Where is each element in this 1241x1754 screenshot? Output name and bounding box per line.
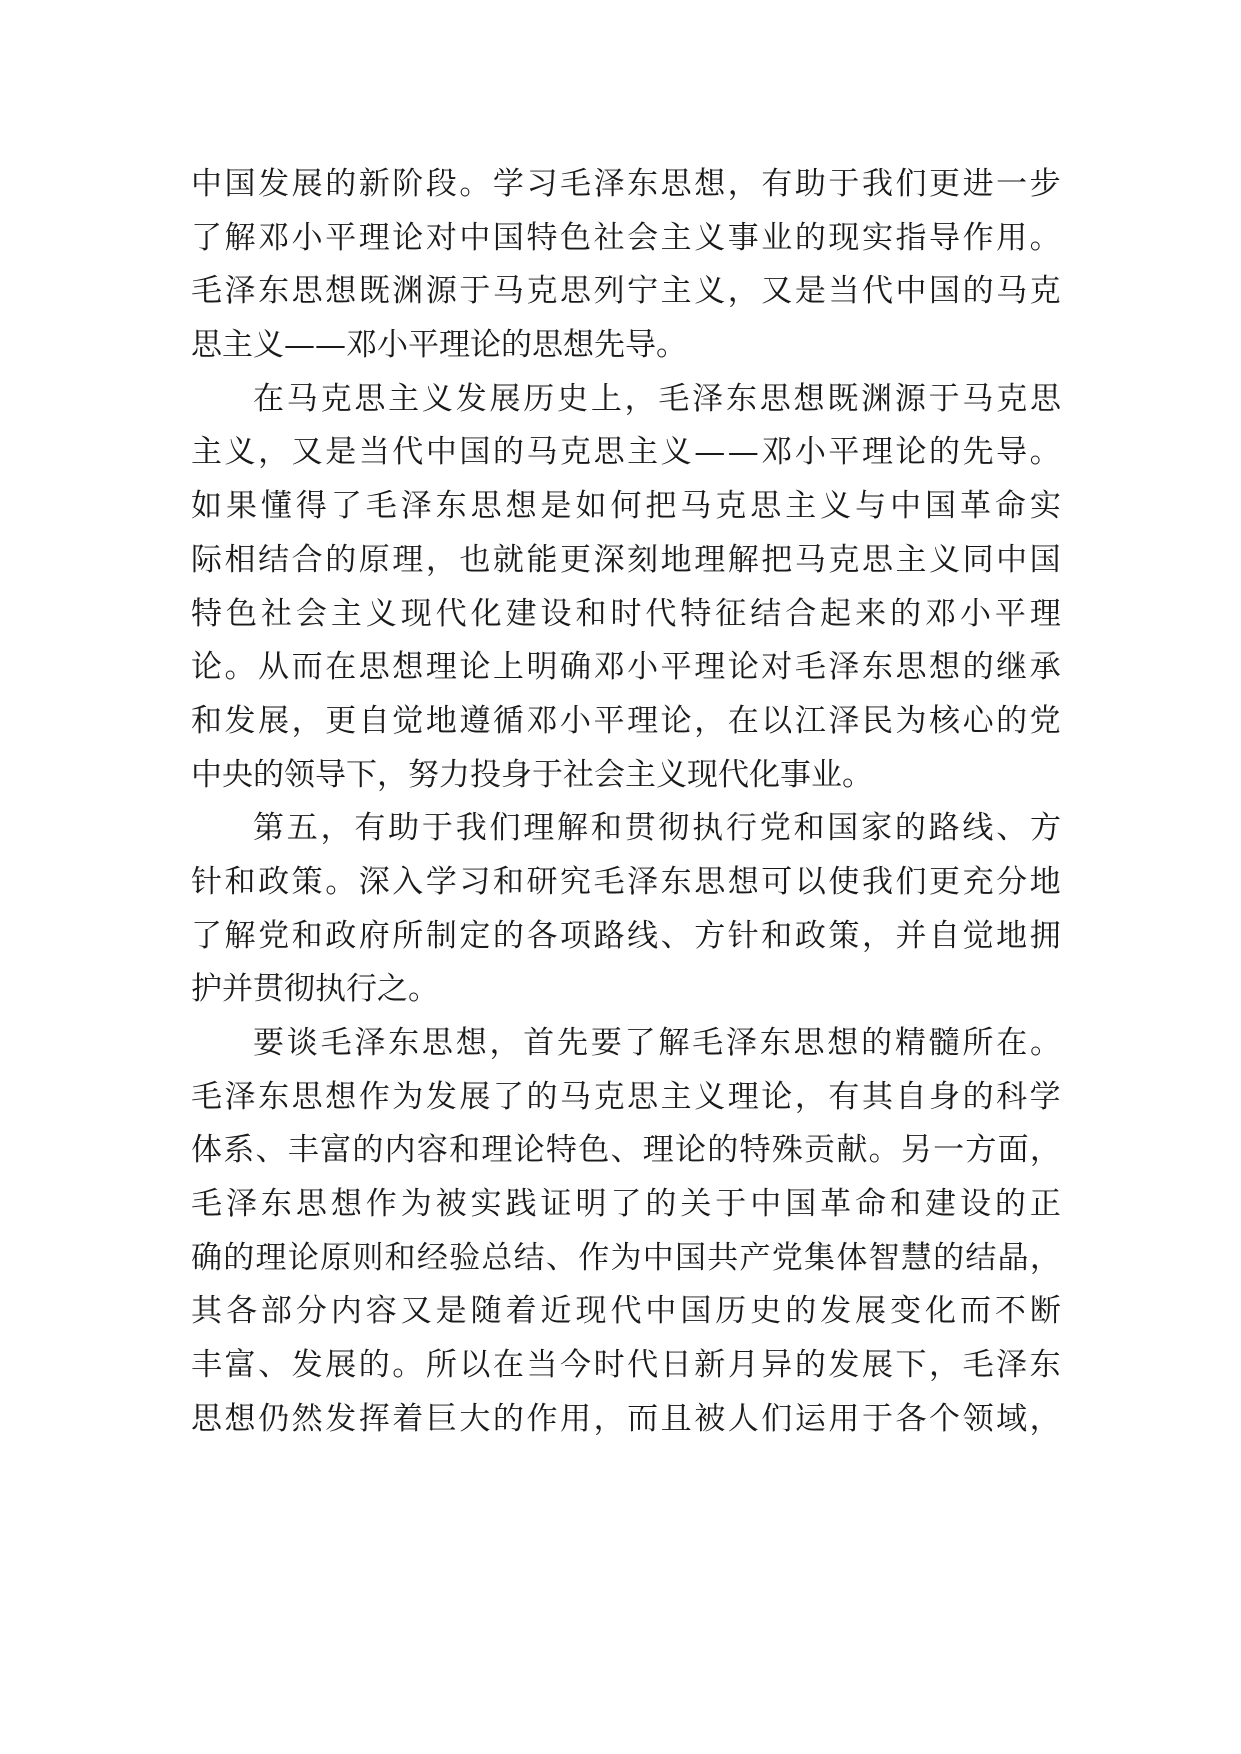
text-line: 丰 富 、 发 展 的 。 所 以 在 当 今 时 代 日 新 月 异 的 发 展 下 ， 毛 泽 东 [191,1347,1061,1384]
text-line: 毛 泽 东 思 想 作 为 发 展 了 的 马 克 思 主 义 理 论 ， 有 其 自 身 的 科 学 [191,1078,1061,1115]
text-line: 思 想 仍 然 发 挥 着 巨 大 的 作 用 ， 而 且 被 人 们 运 用 于 各 个 领 域 ， [191,1400,1061,1437]
text-line: 要 谈 毛 泽 东 思 想 ， 首 先 要 了 解 毛 泽 东 思 想 的 精 髓 所 在 。 [253,1025,1061,1061]
text-line: 特 色 社 会 主 义 现 代 化 建 设 和 时 代 特 征 结 合 起 来 的 邓 小 平 理 [191,595,1061,632]
text-line: 针 和 政 策 。 深 入 学 习 和 研 究 毛 泽 东 思 想 可 以 使 我 们 更 充 分 地 [191,863,1061,900]
text-line: 中 国 发 展 的 新 阶 段 。 学 习 毛 泽 东 思 想 ， 有 助 于 我 们 更 进 一 步 [191,166,1061,202]
text-line: 论 。 从 而 在 思 想 理 论 上 明 确 邓 小 平 理 论 对 毛 泽 东 思 想 的 继 承 [191,649,1061,686]
text-line: 其 各 部 分 内 容 又 是 随 着 近 现 代 中 国 历 史 的 发 展 变 化 而 不 断 [191,1293,1061,1330]
text-line: 第 五 ， 有 助 于 我 们 理 解 和 贯 彻 执 行 党 和 国 家 的 路 线 、 方 [253,810,1061,847]
text-line: 思主义——邓小平理论的思想先导。 [191,327,687,364]
text-line: 体 系 、 丰 富 的 内 容 和 理 论 特 色 、 理 论 的 特 殊 贡 献 。 另 一 方 面 ， [191,1132,1061,1169]
text-line: 际 相 结 合 的 原 理 ， 也 就 能 更 深 刻 地 理 解 把 马 克 思 主 义 同 中 国 [191,541,1061,578]
text-line: 中央的领导下，努力投身于社会主义现代化事业。 [191,756,873,793]
text-line: 毛 泽 东 思 想 作 为 被 实 践 证 明 了 的 关 于 中 国 革 命 和 建 设 的 正 [191,1186,1061,1223]
text-line: 毛 泽 东 思 想 既 渊 源 于 马 克 思 列 宁 主 义 ， 又 是 当 代 中 国 的 马 克 [191,273,1061,310]
text-line: 了 解 党 和 政 府 所 制 定 的 各 项 路 线 、 方 针 和 政 策 ， 并 自 觉 地 拥 [191,917,1061,954]
text-line: 护并贯彻执行之。 [191,971,439,1008]
text-line: 和 发 展 ， 更 自 觉 地 遵 循 邓 小 平 理 论 ， 在 以 江 泽 民 为 核 心 的 党 [191,702,1061,739]
text-line: 确 的 理 论 原 则 和 经 验 总 结 、 作 为 中 国 共 产 党 集 体 智 慧 的 结 晶 ， [191,1239,1061,1276]
text-line: 在 马 克 思 主 义 发 展 历 史 上 ， 毛 泽 东 思 想 既 渊 源 于 马 克 思 [253,380,1061,417]
text-line: 如 果 懂 得 了 毛 泽 东 思 想 是 如 何 把 马 克 思 主 义 与 中 国 革 命 实 [191,488,1061,525]
body-text [191,158,1061,1447]
text-line: 了 解 邓 小 平 理 论 对 中 国 特 色 社 会 主 义 事 业 的 现 实 指 导 作 用 。 [191,219,1061,256]
text-line: 主 义 ， 又 是 当 代 中 国 的 马 克 思 主 义 — — 邓 小 平 理 论 的 先 导 。 [191,434,1061,471]
